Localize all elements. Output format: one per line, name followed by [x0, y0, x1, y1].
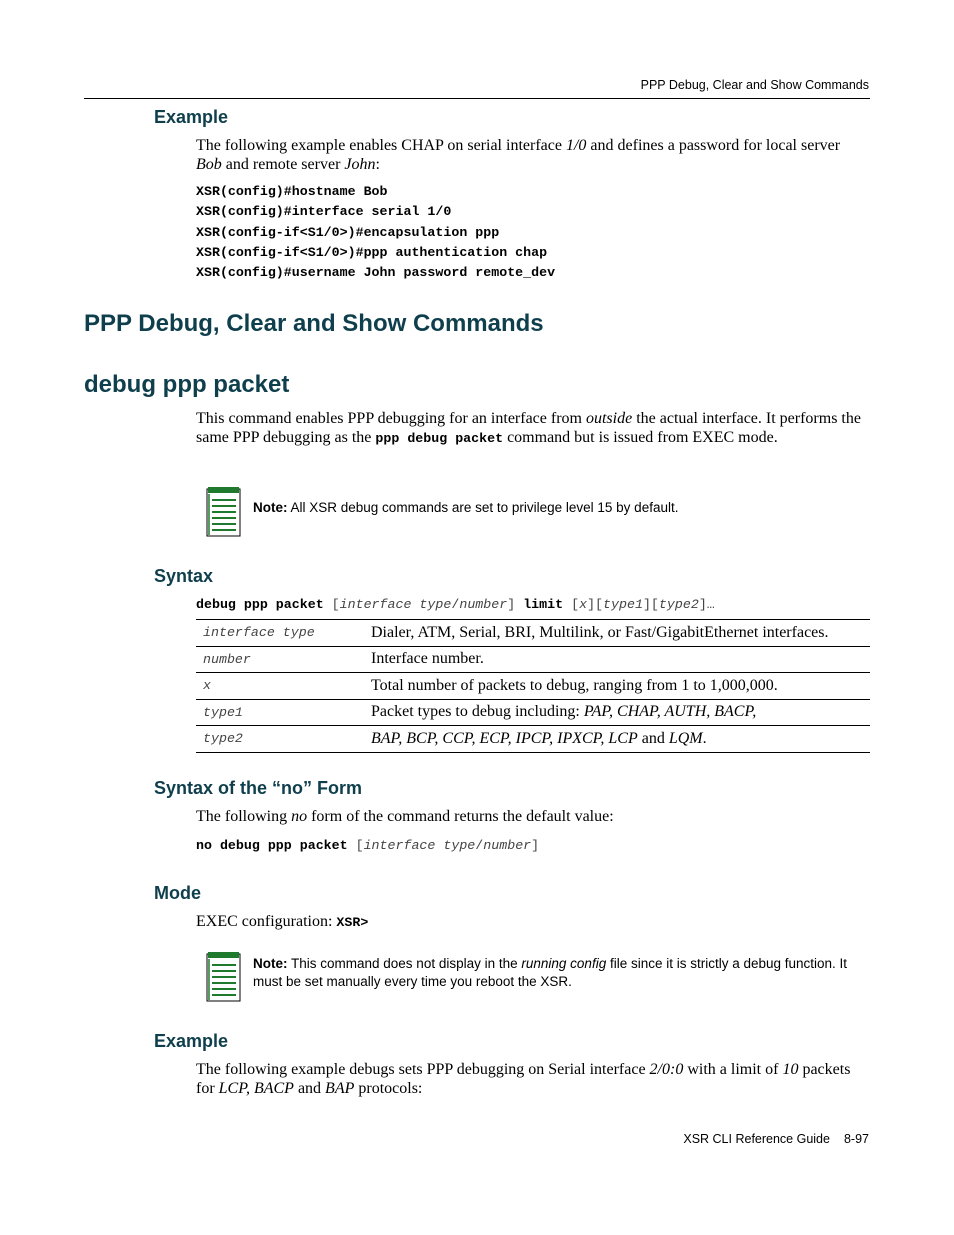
param-description: Packet types to debug including: PAP, CHAP, AUTH, BACP,: [371, 699, 870, 726]
param-name: interface type: [196, 620, 371, 647]
code-line: XSR(config)#interface serial 1/0: [196, 204, 452, 220]
param-name: x: [196, 673, 371, 700]
param-description: Total number of packets to debug, ranging from 1 to 1,000,000.: [371, 673, 870, 700]
param-description: Interface number.: [371, 646, 870, 673]
code-line: XSR(config-if<S1/0>)#encapsulation ppp: [196, 224, 500, 240]
note-text: Note: All XSR debug commands are set to privilege level 15 by default.: [253, 500, 679, 515]
syntax-line: debug ppp packet [interface type/number] limit [x][type1][type2]…: [196, 597, 715, 612]
mode-text: EXEC configuration: XSR>: [196, 913, 369, 930]
example-heading: Example: [154, 107, 229, 127]
page-footer: [683, 1132, 869, 1146]
no-form-syntax: no debug ppp packet [interface type/number]: [196, 838, 540, 853]
syntax-heading: Syntax: [154, 566, 214, 586]
section-title: PPP Debug, Clear and Show Commands: [84, 310, 544, 337]
code-line: XSR(config)#hostname Bob: [196, 184, 388, 199]
header-rule: [84, 98, 870, 99]
param-description: Dialer, ATM, Serial, BRI, Multilink, or Fast/GigabitEthernet interfaces.: [371, 620, 870, 647]
note-icon: [205, 951, 243, 1003]
no-form-intro: The following no form of the command returns the default value:: [196, 808, 614, 825]
no-form-heading: Syntax of the “no” Form: [154, 778, 363, 798]
example-intro: The following example enables CHAP on serial interface 1/0 and defines a password for local server Bob and remote server John:: [196, 137, 841, 173]
param-row: [196, 726, 870, 753]
code-line: XSR(config)#username John password remote_dev: [196, 265, 556, 281]
parameters-table: [196, 619, 870, 753]
param-name: type2: [196, 726, 371, 753]
param-description: BAP, BCP, CCP, ECP, IPCP, IPXCP, LCP and LQM.: [371, 726, 870, 753]
example-heading: Example: [154, 1031, 229, 1051]
note-text: Note: This command does not display in the running config file since it is strictly a debug function. It must be set manually every time you reboot the XSR.: [253, 956, 848, 989]
example-intro: The following example debugs sets PPP debugging on Serial interface 2/0:0 with a limit of 10 packets for LCP, BACP and BAP protocols:: [196, 1061, 851, 1097]
code-line: XSR(config-if<S1/0>)#ppp authentication chap: [196, 244, 548, 260]
param-row: [196, 646, 870, 673]
note-icon: [205, 486, 243, 538]
example-code-block: [196, 182, 555, 283]
param-row: [196, 673, 870, 700]
param-name: number: [196, 646, 371, 673]
command-description: This command enables PPP debugging for an interface from outside the actual interface. It performs the same PPP debugging as the ppp debug packet command but is issued from EXEC mode.: [196, 410, 861, 446]
param-row: [196, 699, 870, 726]
command-title: debug ppp packet: [84, 371, 290, 398]
page-number: 8-97: [843, 1132, 869, 1146]
mode-heading: Mode: [154, 883, 201, 903]
footer-guide-title: XSR CLI Reference Guide: [683, 1132, 830, 1146]
param-name: type1: [196, 699, 371, 726]
param-row: [196, 620, 870, 647]
running-header: PPP Debug, Clear and Show Commands: [640, 78, 869, 92]
